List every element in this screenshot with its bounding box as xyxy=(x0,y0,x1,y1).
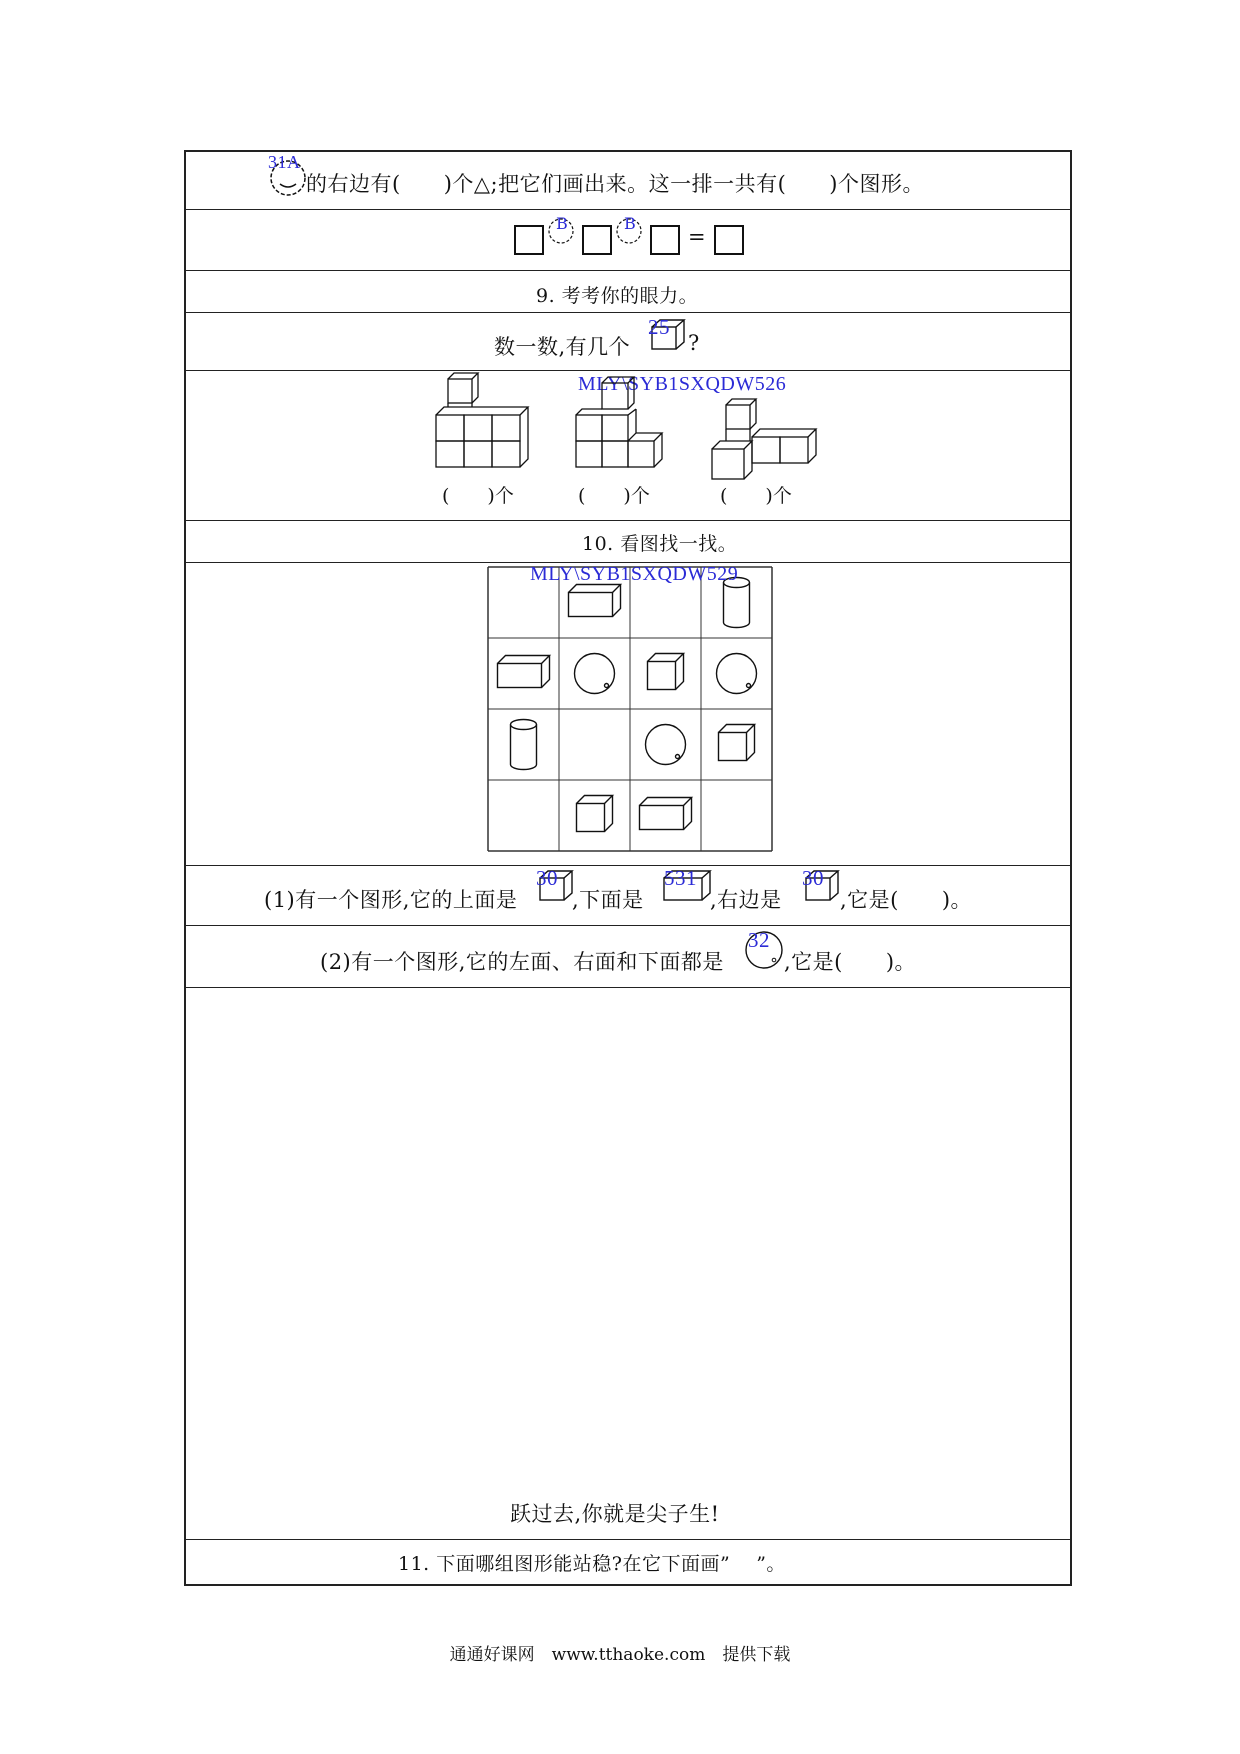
q10-watermark: MLY\SYB1SXQDW529 xyxy=(530,563,739,585)
sphere-outline xyxy=(717,654,757,694)
cuboid-face xyxy=(569,593,613,617)
row-q9-prompt xyxy=(186,313,1070,371)
cuboid-icon xyxy=(640,798,692,830)
cuboid-face xyxy=(640,806,684,830)
sphere-outline xyxy=(646,725,686,765)
cube-edges xyxy=(577,796,613,832)
cylinder-top xyxy=(511,720,537,730)
cylinder-body xyxy=(511,725,537,770)
cuboid-icon xyxy=(569,585,621,617)
q10-1-part3: ,右边是 xyxy=(710,888,782,912)
row-q10-title xyxy=(186,521,1070,563)
cube-stack-3 xyxy=(712,377,832,487)
q10-2-part1: (2)有一个图形,它的左面、右面和下面都是 xyxy=(320,950,724,974)
row-q9-cube-stacks xyxy=(186,371,1070,521)
q10-1-tag3: 30 xyxy=(802,866,824,890)
worksheet-table xyxy=(184,150,1072,1586)
cube-icon xyxy=(648,654,684,690)
q9-watermark: MLY\SYB1SXQDW526 xyxy=(578,373,787,395)
q9-prompt-after: ? xyxy=(688,331,700,355)
q10-1-part1: (1)有一个图形,它的上面是 xyxy=(264,888,518,912)
row-q10-part2 xyxy=(186,926,1070,988)
cube-face xyxy=(648,662,676,690)
row-q10-grid xyxy=(186,563,1070,866)
row-equation-boxes xyxy=(186,210,1070,271)
q10-title: 10. 看图找一找。 xyxy=(582,533,738,555)
cube-edges xyxy=(648,654,684,690)
q11-title: 11. 下面哪组图形能站稳?在它下面画” ”。 xyxy=(398,1553,786,1575)
cube-icon xyxy=(577,796,613,832)
answer-box-3[interactable] xyxy=(650,225,680,255)
q10-1-tag2: 531 xyxy=(664,866,697,890)
cube-face xyxy=(719,733,747,761)
sphere-highlight xyxy=(605,684,609,688)
sphere-highlight xyxy=(676,755,680,759)
cylinder-icon xyxy=(511,720,537,770)
q10-1-part2: ,下面是 xyxy=(572,888,644,912)
operator-tag-1: B xyxy=(556,214,568,233)
row-blank-area xyxy=(186,988,1070,1540)
cylinder-body xyxy=(724,583,750,628)
row-q10-part1 xyxy=(186,866,1070,926)
q9-answer-1[interactable]: ( )个 xyxy=(442,485,514,507)
cube-stack-1 xyxy=(436,373,556,473)
sphere-icon xyxy=(646,725,686,765)
face-tag: 31A xyxy=(268,152,301,172)
sphere-outline xyxy=(575,654,615,694)
cube-icon xyxy=(719,725,755,761)
shape-grid xyxy=(486,565,776,855)
q9-title: 9. 考考你的眼力。 xyxy=(536,285,699,307)
cube-edges xyxy=(719,725,755,761)
operator-tag-2: B xyxy=(624,214,636,233)
cube-face xyxy=(577,804,605,832)
answer-box-1[interactable] xyxy=(514,225,544,255)
cuboid-face xyxy=(498,664,542,688)
footer-text: 通通好课网 www.tthaoke.com 提供下载 xyxy=(449,1645,791,1665)
q9-answer-3[interactable]: ( )个 xyxy=(720,485,792,507)
answer-box-4[interactable] xyxy=(714,225,744,255)
q10-1-tag1: 30 xyxy=(536,866,558,890)
q10-2-part2: ,它是( )。 xyxy=(784,950,917,974)
answer-box-2[interactable] xyxy=(582,225,612,255)
sphere-icon xyxy=(717,654,757,694)
row1-text: 的右边有( )个△;把它们画出来。这一排一共有( )个图形。 xyxy=(306,172,924,196)
sphere-highlight xyxy=(747,684,751,688)
cuboid-icon xyxy=(498,656,550,688)
cube-stack-2 xyxy=(576,373,686,473)
q10-2-tag1: 32 xyxy=(748,928,770,952)
q10-1-part4: ,它是( )。 xyxy=(840,888,973,912)
q9-prompt-before: 数一数,有几个 xyxy=(494,335,631,359)
row-right-of-face xyxy=(186,152,1070,210)
row-q9-title xyxy=(186,271,1070,313)
q9-answer-2[interactable]: ( )个 xyxy=(578,485,650,507)
equals-sign: = xyxy=(688,225,707,249)
jump-text: 跃过去,你就是尖子生! xyxy=(510,1502,720,1526)
row-q11-title xyxy=(186,1540,1070,1584)
sphere-icon xyxy=(575,654,615,694)
q9-prompt-tag: 25 xyxy=(648,315,670,339)
